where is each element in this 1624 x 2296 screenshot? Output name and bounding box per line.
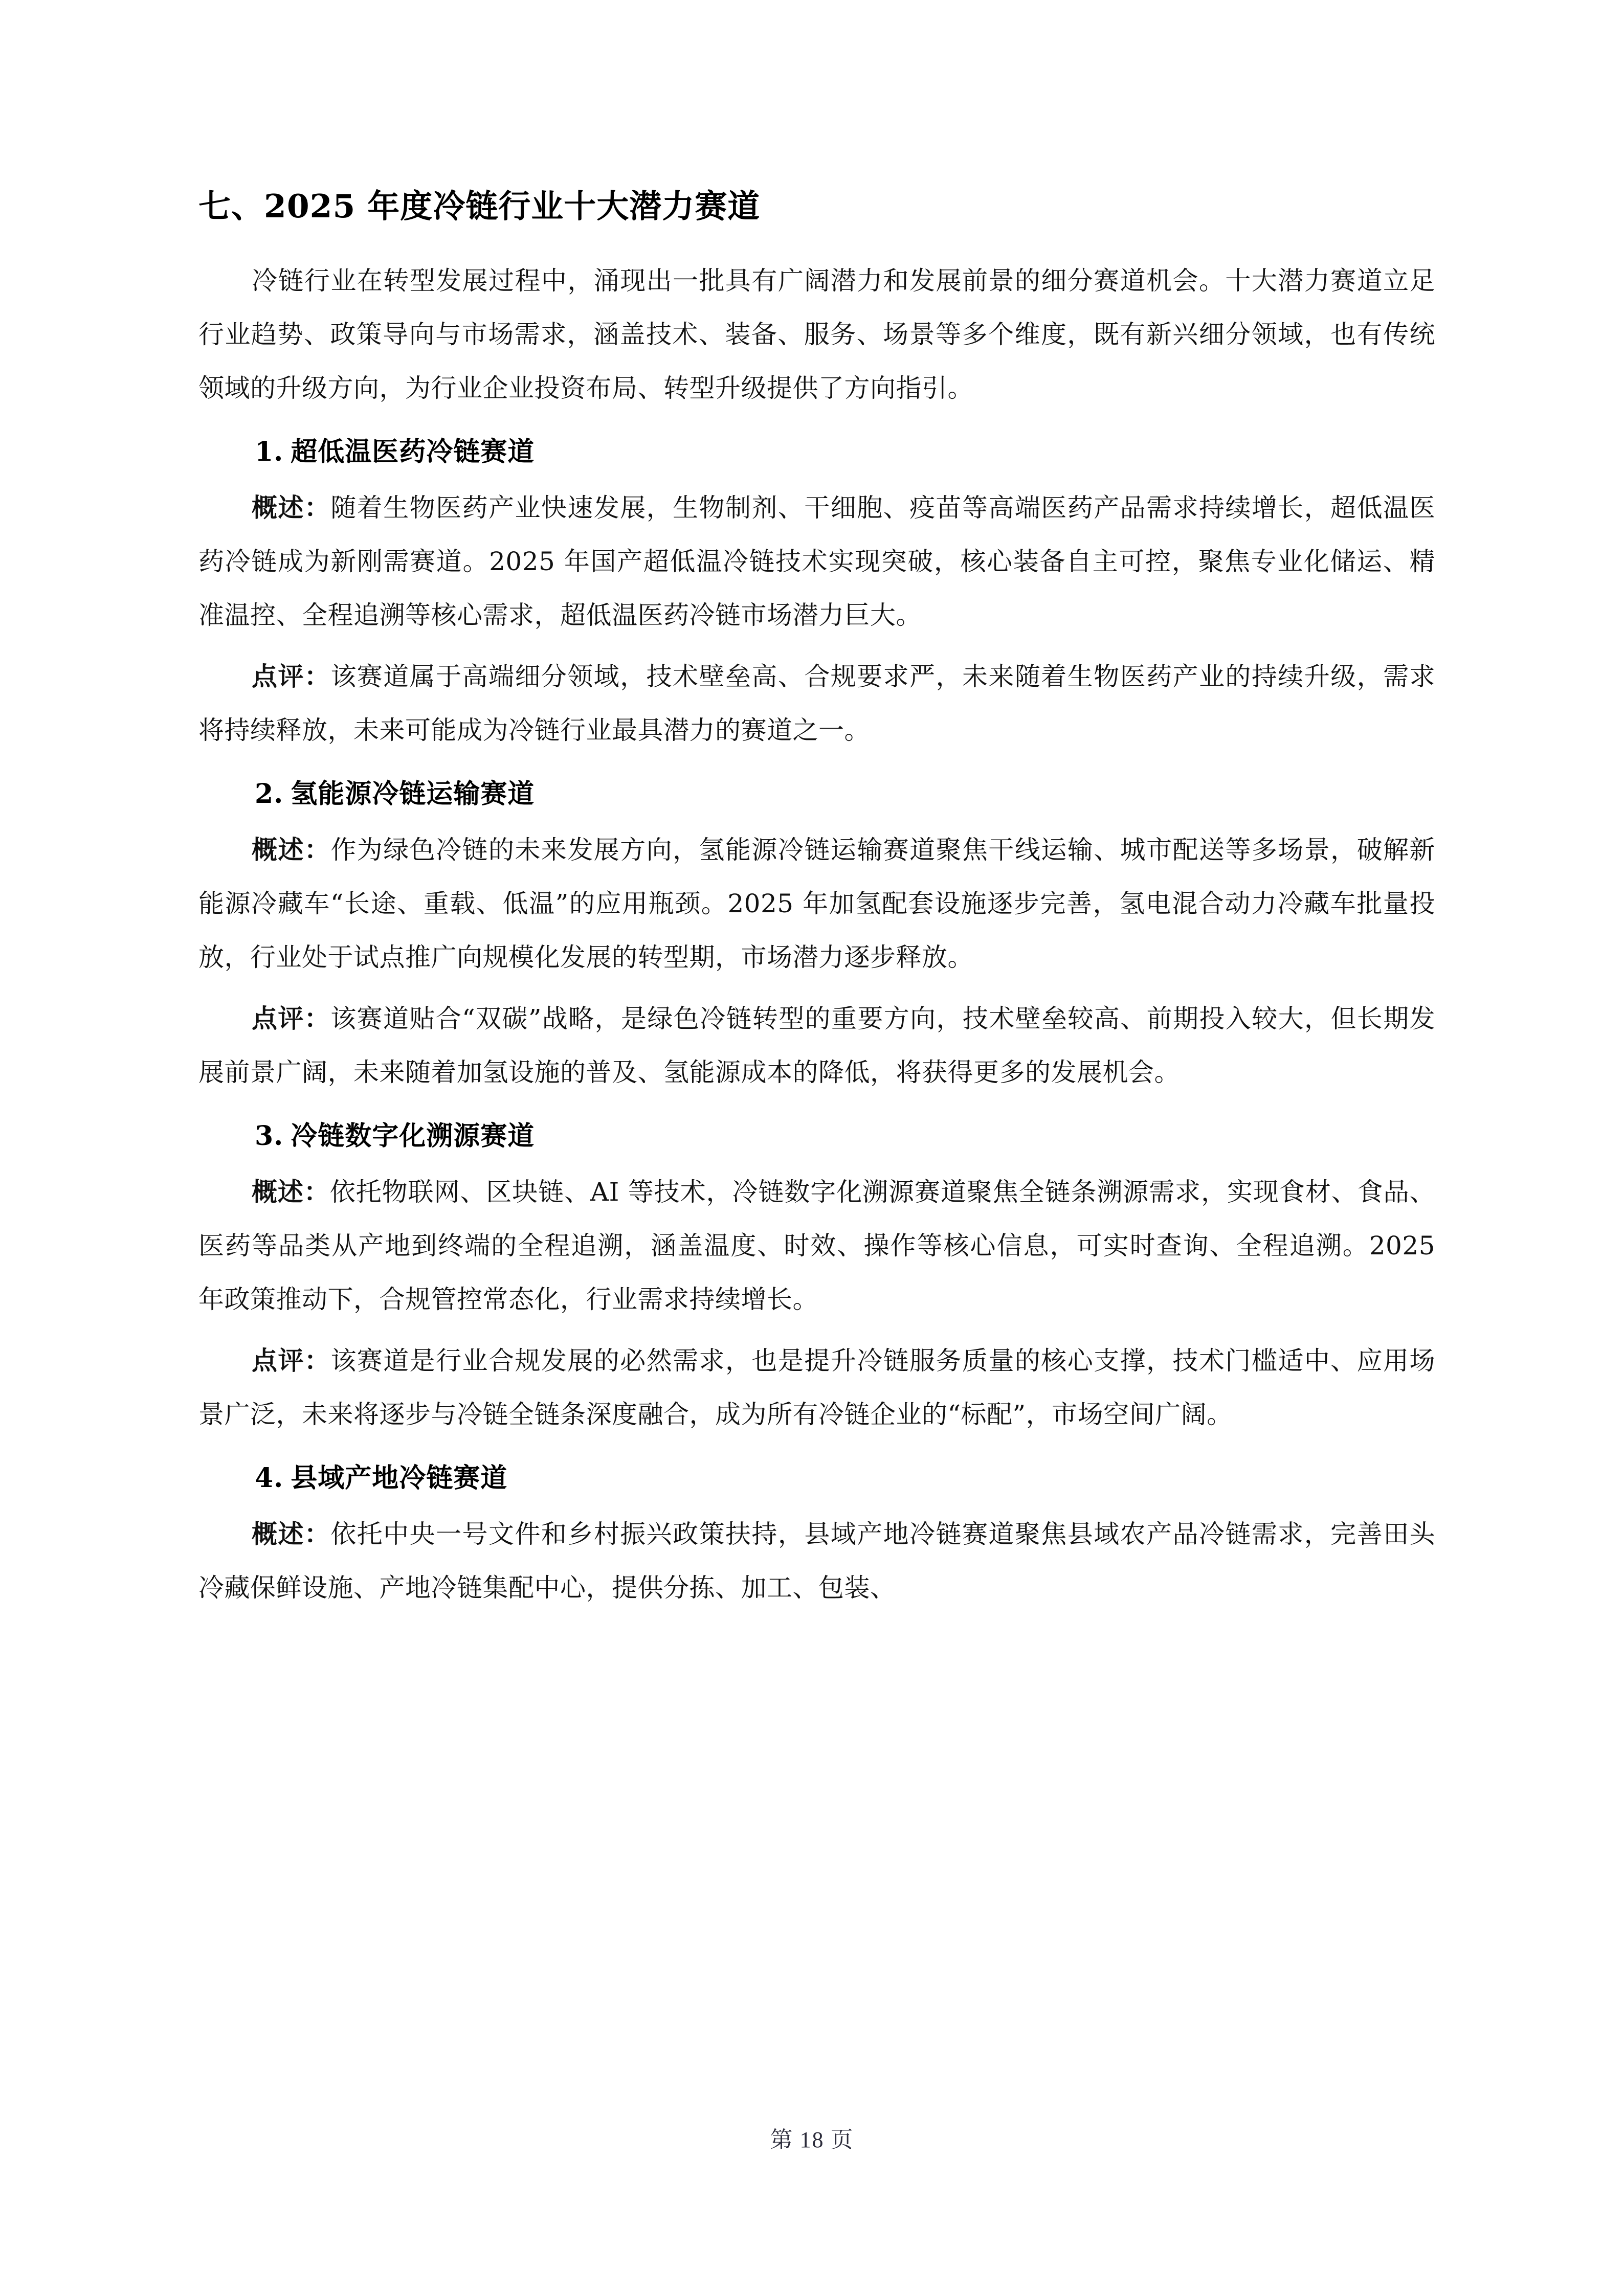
section-overview-3 [198, 1165, 1435, 1326]
comment-text-2: 该赛道贴合“双碳”战略，是绿色冷链转型的重要方向，技术壁垒较高、前期投入较大，但长期发展前景广阔，未来随着加氢设施的普及、氢能源成本的降低，将获得更多的发展机会。 [198, 1004, 1436, 1087]
section-title-2: 氢能源冷链运输赛道 [291, 778, 535, 809]
overview-text-3: 依托物联网、区块链、AI 等技术，冷链数字化溯源赛道聚焦全链条溯源需求，实现食材、食品、医药等品类从产地到终端的全程追溯，涵盖温度、时效、操作等核心信息，可实时查询、全程追溯。2025 年政策推动下，合规管控常态化，行业需求持续增长。 [198, 1177, 1435, 1314]
section-title-4: 县域产地冷链赛道 [291, 1462, 508, 1494]
section-number-2: 2. [255, 778, 284, 809]
page-content [198, 187, 1436, 1622]
overview-text-1: 随着生物医药产业快速发展，生物制剂、干细胞、疫苗等高端医药产品需求持续增长，超低温医药冷链成为新刚需赛道。2025 年国产超低温冷链技术实现突破，核心装备自主可控，聚焦专业化储运、精准温控、全程追溯等核心需求，超低温医药冷链市场潜力巨大。 [198, 493, 1436, 630]
comment-text-3: 该赛道是行业合规发展的必然需求，也是提升冷链服务质量的核心支撑，技术门槛适中、应用场景广泛，未来将逐步与冷链全链条深度融合，成为所有冷链企业的“标配”，市场空间广阔。 [198, 1346, 1436, 1429]
overview-label-3: 概述： [252, 1177, 330, 1207]
section-title-3: 冷链数字化溯源赛道 [291, 1120, 535, 1152]
comment-text-1: 该赛道属于高端细分领域，技术壁垒高、合规要求严，未来随着生物医药产业的持续升级，需求将持续释放，未来可能成为冷链行业最具潜力的赛道之一。 [198, 662, 1436, 745]
comment-label-3: 点评： [252, 1345, 331, 1376]
section-number-1: 1. [255, 436, 284, 467]
overview-label-1: 概述： [252, 492, 331, 523]
intro-paragraph: 冷链行业在转型发展过程中，涌现出一批具有广阔潜力和发展前景的细分赛道机会。十大潜力赛道立足行业趋势、政策导向与市场需求，涵盖技术、装备、服务、场景等多个维度，既有新兴细分领域，也有传统领域的升级方向，为行业企业投资布局、转型升级提供了方向指引。 [198, 266, 1435, 403]
section-overview-2 [198, 823, 1435, 984]
section-heading-1 [198, 436, 1435, 467]
section-title-1: 超低温医药冷链赛道 [291, 436, 535, 467]
footer-page-number: 18 [799, 2127, 825, 2152]
section-heading-2 [198, 778, 1435, 809]
section-heading-4 [198, 1462, 1435, 1494]
comment-label-1: 点评： [252, 661, 331, 691]
section-number-4: 4. [255, 1462, 284, 1494]
page-title: 七、2025 年度冷链行业十大潜力赛道 [198, 187, 761, 225]
section-number-3: 3. [255, 1120, 284, 1152]
section-overview-1 [198, 481, 1435, 642]
overview-text-2: 作为绿色冷链的未来发展方向，氢能源冷链运输赛道聚焦干线运输、城市配送等多场景，破解新能源冷藏车“长途、重载、低温”的应用瓶颈。2025 年加氢配套设施逐步完善，氢电混合动力冷藏车批量投放，行业处于试点推广向规模化发展的转型期，市场潜力逐步释放。 [198, 835, 1436, 972]
footer-suffix: 页 [830, 2127, 854, 2153]
footer-prefix: 第 [770, 2127, 794, 2153]
section-heading-3 [198, 1120, 1435, 1152]
overview-text-4: 依托中央一号文件和乡村振兴政策扶持，县域产地冷链赛道聚焦县域农产品冷链需求，完善田头冷藏保鲜设施、产地冷链集配中心，提供分拣、加工、包装、 [198, 1519, 1436, 1603]
section-comment-1 [198, 649, 1435, 757]
section-overview-4 [198, 1507, 1435, 1615]
page-footer [0, 2121, 1624, 2154]
overview-label-4: 概述： [252, 1519, 331, 1549]
comment-label-2: 点评： [252, 1003, 331, 1033]
overview-label-2: 概述： [252, 835, 331, 865]
section-comment-3 [198, 1334, 1435, 1442]
section-comment-2 [198, 992, 1435, 1099]
